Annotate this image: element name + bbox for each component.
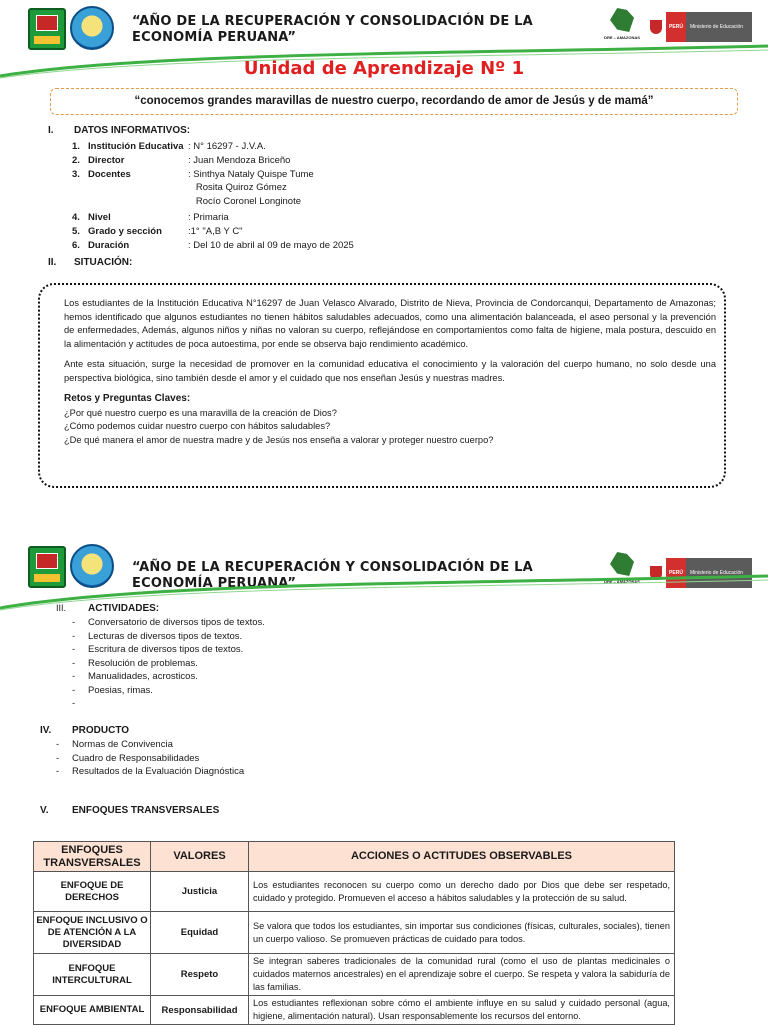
table-row xyxy=(34,912,675,954)
valor-cell: Justicia xyxy=(151,872,249,912)
list-item: - Cuadro de Responsabilidades xyxy=(56,752,200,764)
list-item: - Conversatorio de diversos tipos de textos. xyxy=(72,617,265,628)
minedu-logo: PERÚ Ministerio de Educación xyxy=(646,558,752,588)
list-item: - Lecturas de diversos tipos de textos. xyxy=(72,630,243,642)
list-item: - Escritura de diversos tipos de textos. xyxy=(72,644,244,655)
products-list xyxy=(56,738,244,779)
section-situacion: II. SITUACIÓN: xyxy=(48,257,133,268)
info-row: Rocío Coronel Longinote xyxy=(188,196,302,208)
list-item: - Poesias, rimas. xyxy=(72,684,153,696)
info-row: 3. Docentes : Sinthya Nataly Quispe Tume xyxy=(72,168,314,180)
info-row: Rosita Quiroz Gómez xyxy=(188,182,287,194)
dre-amazonas-logo: DRE – AMAZONAS xyxy=(604,552,640,588)
table-row xyxy=(34,872,675,912)
accion-cell: Se valora que todos los estudiantes, sin importar sus condiciones (físicas, culturales, sociales), tienen un cuerpo valioso. Se promueven prácticas de cuidado para todos. xyxy=(249,912,675,954)
situation-paragraph: Ante esta situación, surge la necesidad de promover en la comunidad educativa el conocimiento y la valoración del cuerpo humano, no solo desde una perspectiva biológica, sino también desde el amor y el cuidado que nos enseñan Jesús y nuestras madres. xyxy=(64,359,716,383)
green-wave-divider xyxy=(0,568,768,608)
year-title: “AÑO DE LA RECUPERACIÓN Y CONSOLIDACIÓN DE LA ECONOMÍA PERUANA” xyxy=(132,560,533,591)
section-datos-informativos: I. DATOS INFORMATIVOS: xyxy=(48,125,191,136)
peru-shield-icon xyxy=(646,12,666,42)
section-actividades: III. ACTIVIDADES: xyxy=(56,603,160,614)
key-question: ¿Cómo podemos cuidar nuestro cuerpo con hábitos saludables? xyxy=(64,421,331,431)
situation-box xyxy=(38,283,726,488)
table-header: VALORES xyxy=(151,842,249,872)
list-item: - Normas de Convivencia xyxy=(56,739,173,750)
dre-amazonas-logo: DRE – AMAZONAS xyxy=(604,8,640,44)
list-item: - Resolución de problemas. xyxy=(72,657,198,669)
enfoque-cell: ENFOQUE AMBIENTAL xyxy=(34,996,151,1025)
situation-paragraph: Los estudiantes de la Institución Educativa N°16297 de Juan Velasco Alvarado, Distrito de Nieva, Provincia de Condorcanqui, Departamento de Amazonas; hemos identificado que algunos estudiantes no tienen hábitos saludables adecuados, como una alimentación balanceada, el aseo personal y la prevención de enfermedades, Además, algunos niños y niñas no valoran su cuerpo, reflejándose en comportamientos como falta de higiene, mala postura, descuido en la alimentación y actitudes de poca autoestima, por ende se observa bajo rendimiento académico. xyxy=(64,298,716,349)
enfoques-table xyxy=(33,841,675,1025)
table-header-row xyxy=(34,842,675,872)
valor-cell: Responsabilidad xyxy=(151,996,249,1025)
unit-title: Unidad de Aprendizaje Nº 1 xyxy=(243,58,525,79)
retos-title: Retos y Preguntas Claves: xyxy=(64,393,191,404)
info-row: 1. Institución Educativa : N° 16297 - J.V.A. xyxy=(72,141,266,152)
minedu-logo: PERÚ Ministerio de Educación xyxy=(646,12,752,42)
info-row: 6. Duración : Del 10 de abril al 09 de mayo de 2025 xyxy=(72,239,354,251)
info-row: 5. Grado y sección :1° "A,B Y C" xyxy=(72,225,243,237)
table-header: ENFOQUES TRANSVERSALES xyxy=(34,842,151,872)
info-row: 2. Director : Juan Mendoza Briceño xyxy=(72,154,291,166)
unit-subtitle: “conocemos grandes maravillas de nuestro cuerpo, recordando de amor de Jesús y de mamá” xyxy=(50,88,738,115)
accion-cell: Los estudiantes reflexionan sobre cómo el ambiente influye en su salud y cuidado personal (agua, higiene, alimentación natural). Usan responsablemente los recursos del entorno. xyxy=(249,996,675,1025)
section-enfoques: V. ENFOQUES TRANSVERSALES xyxy=(40,805,220,816)
valor-cell: Respeto xyxy=(151,954,249,996)
info-list xyxy=(72,140,354,252)
enfoque-cell: ENFOQUE INCLUSIVO O DE ATENCIÓN A LA DIVERSIDAD xyxy=(34,912,151,954)
table-row xyxy=(34,996,675,1025)
enfoque-cell: ENFOQUE DE DERECHOS xyxy=(34,872,151,912)
enfoque-cell: ENFOQUE INTERCULTURAL xyxy=(34,954,151,996)
list-item: - xyxy=(72,698,76,709)
list-item: - Resultados de la Evaluación Diagnóstica xyxy=(56,766,245,777)
valor-cell: Equidad xyxy=(151,912,249,954)
activities-list xyxy=(72,616,265,711)
section-producto: IV. PRODUCTO xyxy=(40,725,130,736)
table-row xyxy=(34,954,675,996)
list-item: - Manualidades, acrosticos. xyxy=(72,671,198,682)
accion-cell: Los estudiantes reconocen su cuerpo como un derecho dado por Dios que debe ser respetado, cuidado y protegido. Promueven el acceso a hábitos saludables y la protección de su salud. xyxy=(249,872,675,912)
key-question: ¿De qué manera el amor de nuestra madre y de Jesús nos enseña a valorar y proteger nuestro cuerpo? xyxy=(64,434,494,445)
info-row: 4. Nivel : Primaria xyxy=(72,211,229,223)
year-title: “AÑO DE LA RECUPERACIÓN Y CONSOLIDACIÓN DE LA ECONOMÍA PERUANA” xyxy=(132,14,533,45)
key-question: ¿Por qué nuestro cuerpo es una maravilla de la creación de Dios? xyxy=(64,407,337,418)
table-header: ACCIONES O ACTITUDES OBSERVABLES xyxy=(249,842,675,872)
accion-cell: Se integran saberes tradicionales de la comunidad rural (como el uso de plantas medicinales o cuidados maternos ancestrales) en el aprendizaje sobre el cuerpo. Se respeta y valora la sabiduría de las familias. xyxy=(249,954,675,996)
